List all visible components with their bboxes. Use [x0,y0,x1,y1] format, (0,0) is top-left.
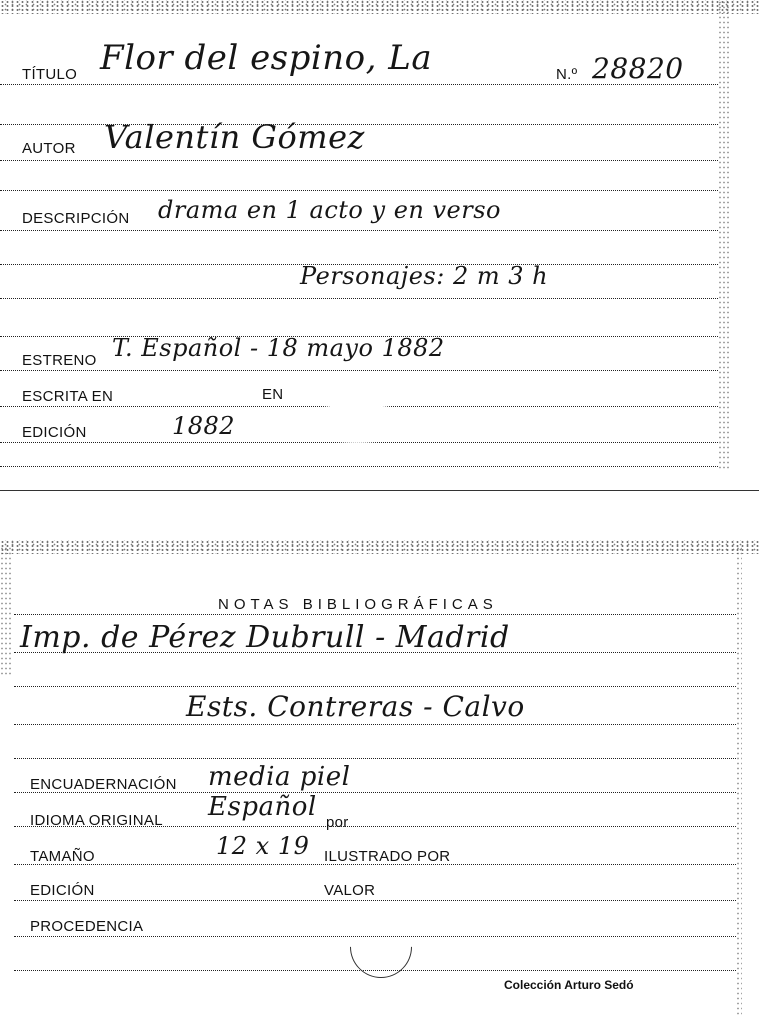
encuadernacion-value: media piel [208,762,351,792]
rule-line [0,190,718,191]
nota-line-2: Ests. Contreras - Calvo [186,690,525,723]
tamano-label: TAMAÑO [30,848,95,865]
titulo-value: Flor del espino, La [100,38,433,78]
rule-line [0,230,718,231]
personajes-value: Personajes: 2 m 3 h [300,262,549,290]
escrita-en-label: ESCRITA EN [22,388,114,405]
rule-line [0,298,718,299]
rule-line [0,160,718,161]
numero-label: N.º [556,66,578,83]
scan-edge-right [718,0,730,470]
notas-heading: NOTAS BIBLIOGRÁFICAS [218,596,498,613]
estreno-value: T. Español - 18 mayo 1882 [112,334,445,362]
descripcion-label: DESCRIPCIÓN [22,210,130,227]
por-label: por [326,814,349,831]
titulo-label: TÍTULO [22,66,78,83]
rule-line [14,758,736,759]
descripcion-value: drama en 1 acto y en verso [158,196,501,224]
catalog-card-front [0,0,759,500]
rule-line [14,724,736,725]
rule-line [14,900,736,901]
rule-line [0,442,718,443]
idioma-original-label: IDIOMA ORIGINAL [30,812,163,829]
rule-line [0,370,718,371]
edicion-label: EDICIÓN [30,882,95,899]
edicion-value: 1882 [172,412,236,440]
valor-label: VALOR [324,882,376,899]
catalog-card-back [0,536,759,1028]
scan-edge-top [0,540,759,554]
ilustrado-por-label: ILUSTRADO POR [324,848,451,865]
idioma-original-value: Español [208,792,317,822]
scan-edge-left [0,546,12,676]
autor-label: AUTOR [22,140,76,157]
punch-hole [330,384,384,442]
numero-value: 28820 [592,52,684,85]
nota-line-1: Imp. de Pérez Dubrull - Madrid [20,620,510,655]
card-separator [0,490,759,491]
rule-line [0,466,718,467]
rule-line [14,686,736,687]
procedencia-label: PROCEDENCIA [30,918,144,935]
scan-edge-right [736,546,742,1016]
encuadernacion-label: ENCUADERNACIÓN [30,776,177,793]
estreno-label: ESTRENO [22,352,97,369]
autor-value: Valentín Gómez [104,118,365,156]
en-label: EN [262,386,284,403]
scan-edge-top [0,0,759,14]
tamano-value: 12 x 19 [216,832,310,860]
rule-line [14,614,736,615]
collection-credit: Colección Arturo Sedó [504,978,634,992]
edicion-label: EDICIÓN [22,424,87,441]
punch-hole [337,903,425,991]
